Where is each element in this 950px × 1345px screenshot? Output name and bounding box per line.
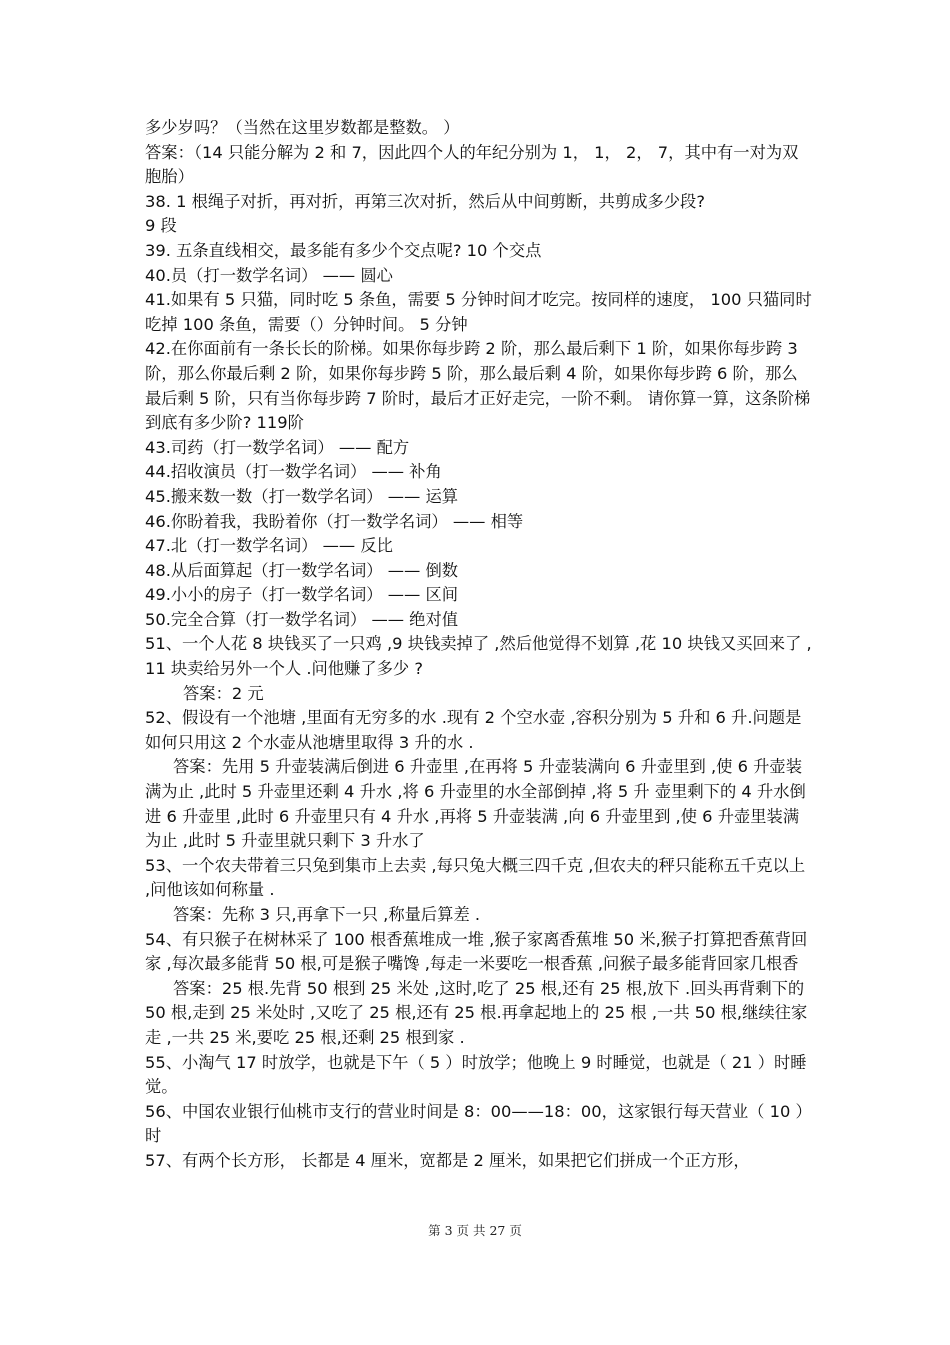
paragraph: 43.司药（打一数学名词） —— 配方 xyxy=(145,437,410,457)
page-footer: 第 3 页 共 27 页 xyxy=(428,1223,522,1238)
paragraph: 56、中国农业银行仙桃市支行的营业时间是 8：00——18：00，这家银行每天营业（ 10 ）时 xyxy=(145,1101,812,1146)
paragraph: 38. 1 根绳子对折，再对折，再第三次对折，然后从中间剪断，共剪成多少段? xyxy=(145,191,705,211)
paragraph: 答案：先称 3 只,再拿下一只 ,称量后算差 . xyxy=(173,905,481,924)
paragraph: 48.从后面算起（打一数学名词） —— 倒数 xyxy=(145,560,459,580)
paragraph: 53、一个农夫带着三只兔到集市上去卖 ,每只兔大概三四千克 ,但农夫的秤只能称五千克以上 ,问他该如何称量 . xyxy=(145,855,806,900)
paragraph: 答案：（14 只能分解为 2 和 7，因此四个人的年纪分别为 1， 1， 2， 7，其中有一对为双胞胎） xyxy=(145,142,799,187)
paragraph: 51、一个人花 8 块钱买了一只鸡 ,9 块钱卖掉了 ,然后他觉得不划算 ,花 10 块钱又买回来了 ,11 块卖给另外一个人 .问他赚了多少 ? xyxy=(145,634,812,679)
paragraph: 44.招收演员（打一数学名词） —— 补角 xyxy=(145,462,442,482)
paragraph: 42.在你面前有一条长长的阶梯。如果你每步跨 2 阶，那么最后剩下 1 阶，如果你每步跨 3 阶，那么你最后剩 2 阶，如果你每步跨 5 阶，那么最后剩 4 阶，如果你每步跨 6 阶，那么最后剩 5 阶，只有当你每步跨 7 阶时，最后才正好走完，一阶不剩。 请你算一算，这条阶梯到底有多少阶? 119阶 xyxy=(145,339,811,433)
paragraph: 57、有两个长方形， 长都是 4 厘米，宽都是 2 厘米，如果把它们拼成一个正方形， xyxy=(145,1150,750,1170)
paragraph: 39. 五条直线相交，最多能有多少个交点呢? 10 个交点 xyxy=(145,240,542,260)
paragraph: 答案：25 根.先背 50 根到 25 米处 ,这时,吃了 25 根,还有 25 根,放下 .回头再背剩下的 50 根,走到 25 米处时 ,又吃了 25 根,还有 25 根.再拿起地上的 25 根 ,一共 50 根,继续往家走 ,一共 25 米,要吃 25 根,还剩 25 根到家 . xyxy=(145,978,808,1047)
paragraph: 47.北（打一数学名词） —— 反比 xyxy=(145,536,393,556)
paragraph: 54、有只猴子在树林采了 100 根香蕉堆成一堆 ,猴子家离香蕉堆 50 米,猴子打算把香蕉背回家 ,每次最多能背 50 根,可是猴子嘴馋 ,每走一米要吃一根香蕉 ,问猴子最多能背回家几根香 xyxy=(145,929,808,974)
paragraph: 41.如果有 5 只猫，同时吃 5 条鱼，需要 5 分钟时间才吃完。按同样的速度， 100 只猫同时吃掉 100 条鱼，需要（）分钟时间。 5 分钟 xyxy=(145,290,812,334)
paragraph: 多少岁吗？（当然在这里岁数都是整数。 ） xyxy=(145,118,460,137)
paragraph: 40.员（打一数学名词） —— 圆心 xyxy=(145,265,393,285)
paragraph: 52、假设有一个池塘 ,里面有无穷多的水 .现有 2 个空水壶 ,容积分别为 5 升和 6 升.问题是如何只用这 2 个水壶从池塘里取得 3 升的水 . xyxy=(145,708,802,752)
paragraph: 46.你盼着我，我盼着你（打一数学名词） —— 相等 xyxy=(145,511,524,531)
paragraph: 50.完全合算（打一数学名词） —— 绝对值 xyxy=(145,609,459,629)
paragraph: 45.搬来数一数（打一数学名词） —— 运算 xyxy=(145,486,459,506)
paragraph: 9 段 xyxy=(145,216,177,236)
paragraph: 答案：2 元 xyxy=(183,683,264,703)
paragraph: 55、小淘气 17 时放学，也就是下午（ 5 ）时放学；他晚上 9 时睡觉，也就是（ 21 ）时睡觉。 xyxy=(145,1052,807,1097)
document-body xyxy=(145,116,813,1174)
paragraph: 49.小小的房子（打一数学名词） —— 区间 xyxy=(145,585,459,605)
paragraph: 答案：先用 5 升壶装满后倒进 6 升壶里 ,在再将 5 升壶装满向 6 升壶里到 ,使 6 升壶装满为止 ,此时 5 升壶里还剩 4 升水 ,将 6 升壶里的水全部倒掉 ,将 5 升 壶里剩下的 4 升水倒进 6 升壶里 ,此时 6 升壶里只有 4 升水 ,再将 5 升壶装满 ,向 6 升壶里到 ,使 6 升壶里装满为止 ,此时 5 升壶里就只剩下 3 升水了 xyxy=(145,757,806,851)
